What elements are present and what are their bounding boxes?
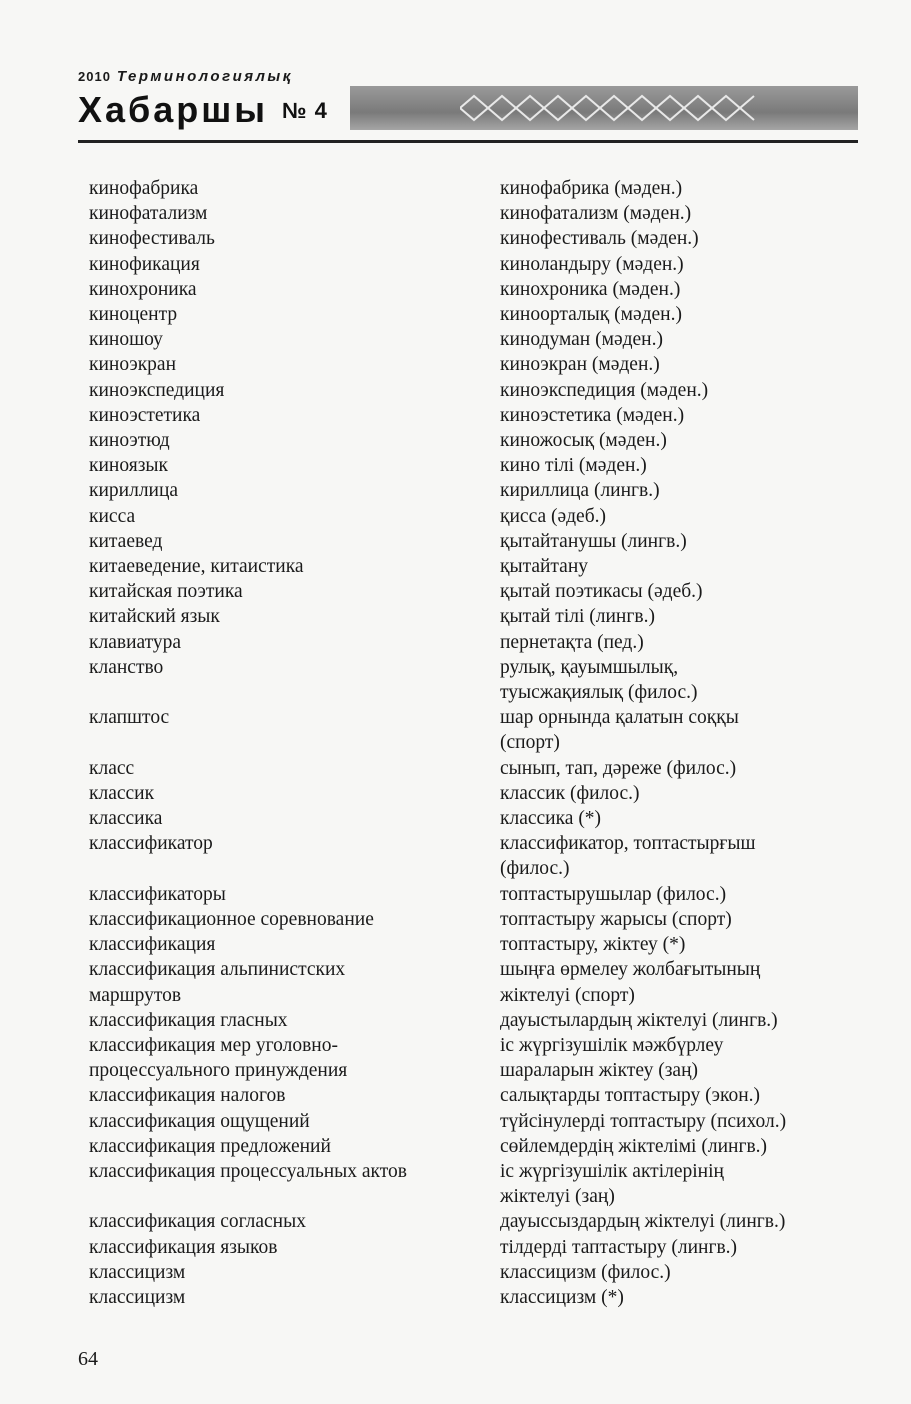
term-kz: салықтарды топтастыру (экон.)	[500, 1085, 760, 1107]
page-number: 64	[78, 1348, 98, 1370]
term-ru: классификация гласных	[89, 1009, 288, 1031]
term-kz: қытай тілі (лингв.)	[500, 606, 655, 628]
term-ru: классификация языков	[89, 1236, 278, 1258]
term-ru: классик	[89, 782, 155, 804]
term-kz: топтастыру жарысы (спорт)	[500, 908, 732, 930]
term-kz: кинофабрика (мəден.)	[500, 178, 683, 199]
term-kz: (филос.)	[500, 858, 570, 880]
term-kz: киноорталық (мəден.)	[500, 304, 682, 326]
ornament-icon	[460, 92, 760, 124]
header-rule	[78, 140, 858, 143]
term-ru: киноцентр	[89, 304, 178, 326]
term-ru: классицизм	[89, 1261, 186, 1283]
term-kz: топтастырушылар (филос.)	[500, 883, 727, 905]
term-kz: кинофатализм (мəден.)	[500, 203, 692, 225]
term-ru: кинофикация	[89, 253, 200, 275]
term-ru: классификационное соревнование	[89, 908, 374, 930]
term-kz: кириллица (лингв.)	[500, 480, 660, 502]
term-ru	[89, 730, 489, 755]
term-kz: тілдерді таптастыру (лингв.)	[500, 1236, 738, 1258]
term-ru: классификатор	[89, 833, 213, 855]
term-kz: рулық, қауымшылық,	[500, 656, 679, 678]
russian-terms-column	[89, 176, 489, 1310]
term-kz: дауыссыздардың жіктелуі (лингв.)	[500, 1211, 786, 1233]
page-header	[78, 68, 858, 148]
term-kz: жіктелуі (спорт)	[500, 984, 635, 1006]
term-kz: кинофестиваль (мəден.)	[500, 228, 699, 250]
term-ru: классификация альпинистских	[89, 959, 346, 981]
term-kz: туысжақиялық (филос.)	[500, 682, 698, 704]
term-kz: шараларын жіктеу (заң)	[500, 1060, 698, 1082]
term-kz: жіктелуі (заң)	[500, 1186, 615, 1208]
term-ru: кланство	[89, 656, 164, 678]
term-kz: түйсінулерді топтастыру (психол.)	[500, 1110, 787, 1132]
term-kz: киноэкспедиция (мəден.)	[500, 379, 709, 401]
term-ru: классика	[89, 808, 163, 830]
term-ru: киноэкран	[89, 354, 177, 376]
term-kz: қытайтанушы (лингв.)	[500, 530, 687, 552]
term-ru: китайская поэтика	[89, 581, 243, 603]
term-ru: китаевед	[89, 530, 163, 552]
term-ru: киношоу	[89, 329, 163, 351]
term-ru: киноэстетика	[89, 404, 201, 426]
term-ru: классификация согласных	[89, 1211, 306, 1233]
term-kz: классик (филос.)	[500, 782, 640, 804]
header-year: 2010	[78, 69, 111, 84]
term-ru: класс	[89, 757, 135, 779]
term-ru: кириллица	[89, 480, 179, 502]
term-ru: киноэкспедиция	[89, 379, 225, 401]
term-kz: шыңға өрмелеу жолбағытының	[500, 959, 761, 981]
term-kz: кинохроника (мəден.)	[500, 278, 681, 300]
term-kz: қисса (əдеб.)	[500, 505, 607, 527]
term-ru: клавиатура	[89, 631, 182, 653]
term-ru: китайский язык	[89, 606, 220, 628]
term-ru: кинофатализм	[89, 203, 208, 225]
term-kz: кинодуман (мəден.)	[500, 329, 663, 351]
term-ru: классификация налогов	[89, 1085, 286, 1107]
term-kz: киноэкран (мəден.)	[500, 354, 660, 376]
term-ru: маршрутов	[89, 984, 182, 1006]
term-ru: классификация предложений	[89, 1135, 331, 1157]
term-kz: классика (*)	[500, 808, 602, 830]
term-kz: іс жүргізушілік актілерінің	[500, 1160, 724, 1182]
term-kz: (спорт)	[500, 732, 560, 754]
kazakh-terms-column	[500, 176, 870, 1310]
term-kz: киножосық (мəден.)	[500, 430, 667, 452]
term-ru: кинохроника	[89, 278, 197, 300]
term-kz: кино тілі (мəден.)	[500, 455, 647, 477]
header-journal: Терминологиялық	[116, 68, 293, 85]
term-ru	[89, 680, 489, 705]
term-ru: классицизм	[89, 1286, 186, 1308]
term-ru: классификация ощущений	[89, 1110, 310, 1132]
term-ru: кинофестиваль	[89, 228, 215, 250]
term-kz: классицизм (филос.)	[500, 1261, 671, 1283]
term-kz: қытай поэтикасы (əдеб.)	[500, 581, 703, 603]
term-ru: классификация	[89, 934, 216, 956]
header-title	[78, 90, 328, 131]
term-kz: іс жүргізушілік мəжбүрлеу	[500, 1034, 724, 1056]
term-ru	[89, 1184, 489, 1209]
term-kz: топтастыру, жіктеу (*)	[500, 934, 686, 956]
term-kz: классицизм (*)	[500, 1286, 624, 1308]
journal-line	[78, 68, 293, 85]
term-ru: киноэтюд	[89, 430, 170, 452]
term-kz: пернетақта (пед.)	[500, 631, 644, 653]
term-kz: дауыстылардың жіктелуі (лингв.)	[500, 1009, 778, 1031]
term-ru: клапштос	[89, 707, 170, 729]
term-kz: киноландыру (мəден.)	[500, 253, 684, 275]
term-ru: процессуального принуждения	[89, 1060, 348, 1082]
header-title-text: Хабаршы	[78, 89, 269, 130]
term-kz: қытайтану	[500, 556, 589, 578]
term-ru: классификация процессуальных актов	[89, 1160, 407, 1182]
term-ru: кисса	[89, 505, 136, 527]
term-ru: классификаторы	[89, 883, 226, 905]
term-ru: кинофабрика	[89, 178, 199, 199]
term-kz: киноэстетика (мəден.)	[500, 404, 685, 426]
term-kz: шар орнында қалатын соққы	[500, 707, 739, 729]
decorative-band	[350, 86, 858, 130]
term-kz: сынып, тап, дəреже (филос.)	[500, 757, 737, 779]
term-ru: классификация мер уголовно-	[89, 1034, 338, 1056]
term-kz: сөйлемдердің жіктелімі (лингв.)	[500, 1135, 768, 1157]
term-ru: китаеведение, китаистика	[89, 556, 304, 578]
header-issue: № 4	[282, 98, 328, 123]
term-ru	[89, 856, 489, 881]
term-ru: киноязык	[89, 455, 168, 477]
term-kz: классификатор, топтастырғыш	[500, 833, 756, 855]
